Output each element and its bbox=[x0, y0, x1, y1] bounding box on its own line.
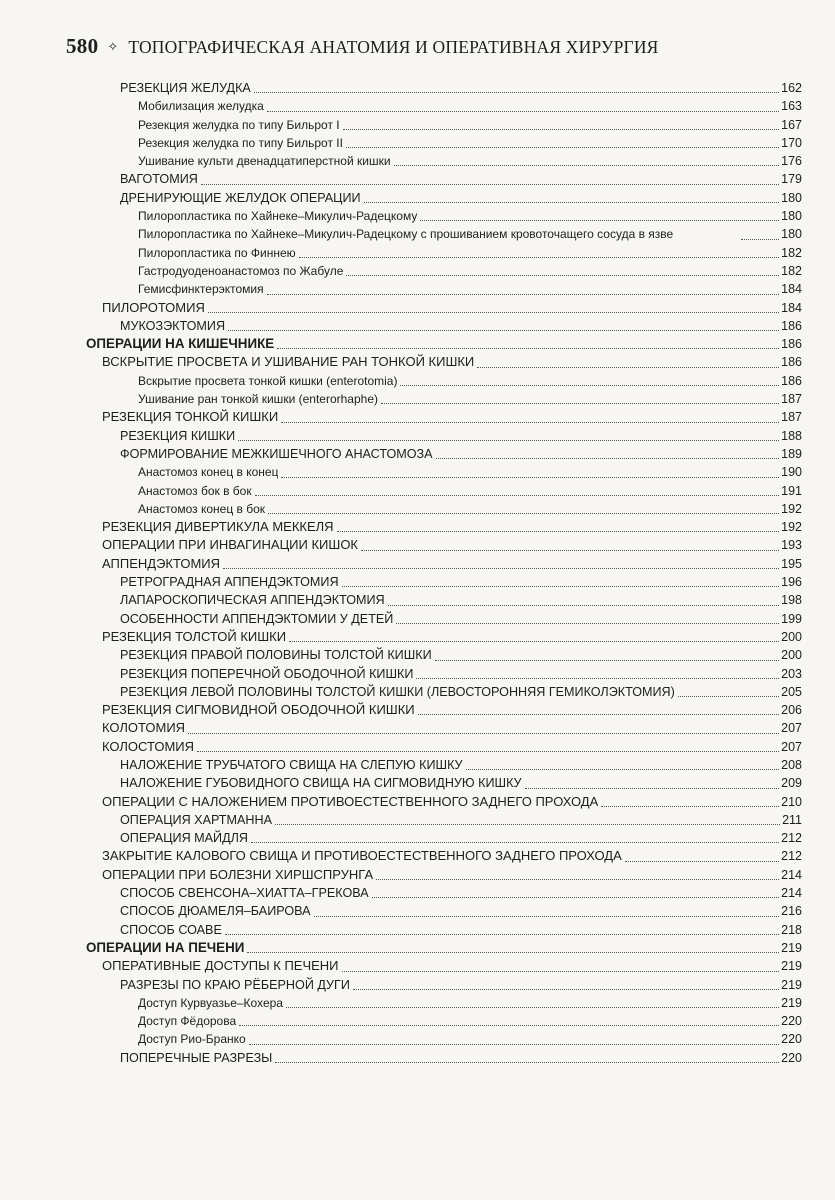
toc-entry-page: 220 bbox=[781, 1050, 802, 1065]
toc-entry[interactable] bbox=[86, 500, 802, 518]
toc-entry[interactable] bbox=[86, 225, 802, 243]
dot-leader bbox=[361, 550, 779, 551]
toc-entry-page: 207 bbox=[781, 721, 802, 736]
toc-entry[interactable] bbox=[86, 390, 802, 408]
toc-entry-page: 176 bbox=[781, 154, 802, 169]
toc-entry[interactable] bbox=[86, 445, 802, 463]
toc-entry[interactable] bbox=[86, 793, 802, 811]
running-title: ТОПОГРАФИЧЕСКАЯ АНАТОМИЯ И ОПЕРАТИВНАЯ ХИРУРГИЯ bbox=[128, 37, 659, 57]
toc-entry-title: Доступ Рио-Бранко bbox=[138, 1032, 246, 1047]
toc-entry-page: 206 bbox=[781, 703, 802, 718]
toc-entry-page: 184 bbox=[781, 300, 802, 315]
toc-entry-title: ОПЕРАЦИИ ПРИ ИНВАГИНАЦИИ КИШОК bbox=[102, 537, 359, 553]
toc-entry-title: ОПЕРАЦИИ С НАЛОЖЕНИЕМ ПРОТИВОЕСТЕСТВЕННОГО ЗАДНЕГО ПРОХОДА bbox=[102, 793, 599, 809]
toc-entry[interactable] bbox=[86, 134, 802, 152]
toc-entry-title: ОПЕРАЦИЯ МАЙДЛЯ bbox=[120, 831, 248, 846]
toc-entry-title: НАЛОЖЕНИЕ ГУБОВИДНОГО СВИЩА НА СИГМОВИДНУЮ КИШКУ bbox=[120, 776, 522, 791]
dot-leader bbox=[238, 440, 779, 441]
toc-entry-page: 188 bbox=[781, 428, 802, 443]
dot-leader bbox=[275, 824, 780, 825]
dot-leader bbox=[299, 257, 780, 258]
toc-entry-title: ВСКРЫТИЕ ПРОСВЕТА И УШИВАНИЕ РАН ТОНКОЙ КИШКИ bbox=[102, 354, 475, 370]
toc-entry[interactable] bbox=[86, 921, 802, 939]
toc-entry-title: РАЗРЕЗЫ ПО КРАЮ РЁБЕРНОЙ ДУГИ bbox=[120, 977, 350, 992]
toc-entry[interactable] bbox=[86, 1049, 802, 1067]
toc-entry-title: Доступ Фёдорова bbox=[138, 1014, 237, 1029]
toc-entry[interactable] bbox=[86, 976, 802, 994]
toc-entry[interactable] bbox=[86, 170, 802, 188]
toc-entry-page: 216 bbox=[781, 904, 802, 919]
toc-entry-page: 182 bbox=[781, 245, 802, 260]
toc-entry[interactable] bbox=[86, 591, 802, 609]
dot-leader bbox=[223, 568, 779, 569]
toc-entry[interactable] bbox=[86, 1030, 802, 1048]
toc-entry-title: Анастомоз бок в бок bbox=[138, 483, 252, 498]
toc-entry-title: Ушивание культи двенадцатиперстной кишки bbox=[138, 154, 391, 169]
dot-leader bbox=[337, 531, 780, 532]
toc-entry-title: Доступ Курвуазье–Кохера bbox=[138, 995, 283, 1010]
toc-entry[interactable] bbox=[86, 79, 802, 97]
dot-leader bbox=[247, 952, 779, 953]
toc-entry-page: 167 bbox=[781, 117, 802, 132]
toc-entry[interactable] bbox=[86, 628, 802, 646]
toc-entry-title: ОПЕРАЦИЯ ХАРТМАННА bbox=[120, 812, 272, 827]
toc-entry-title: Пилоропластика по Хайнеке–Микулич-Радецкому с прошиванием кровоточащего сосуда в язве bbox=[138, 227, 674, 242]
toc-entry[interactable] bbox=[86, 262, 802, 280]
toc-entry-page: 200 bbox=[781, 629, 802, 644]
toc-entry[interactable] bbox=[86, 353, 802, 371]
toc-entry[interactable] bbox=[86, 774, 802, 792]
toc-entry-title: СПОСОБ СВЕНСОНА–ХИАТТА–ГРЕКОВА bbox=[120, 886, 369, 901]
dot-leader bbox=[678, 696, 779, 697]
toc-entry-title: ДРЕНИРУЮЩИЕ ЖЕЛУДОК ОПЕРАЦИИ bbox=[120, 190, 361, 205]
toc-entry-title: РЕЗЕКЦИЯ СИГМОВИДНОЙ ОБОДОЧНОЙ КИШКИ bbox=[102, 702, 415, 718]
dot-leader bbox=[741, 239, 779, 240]
dot-leader bbox=[275, 1062, 779, 1063]
toc-entry-page: 220 bbox=[781, 1014, 802, 1029]
dot-leader bbox=[346, 147, 779, 148]
toc-entry-title: КОЛОТОМИЯ bbox=[102, 720, 186, 736]
dot-leader bbox=[396, 623, 779, 624]
toc-entry-page: 180 bbox=[781, 209, 802, 224]
toc-entry-title: Вскрытие просвета тонкой кишки (enterotomia) bbox=[138, 373, 398, 388]
dot-leader bbox=[277, 348, 779, 349]
dot-leader bbox=[418, 714, 780, 715]
dot-leader bbox=[376, 879, 779, 880]
toc-entry[interactable] bbox=[86, 1012, 802, 1030]
toc-entry-page: 214 bbox=[781, 867, 802, 882]
dot-leader bbox=[477, 367, 779, 368]
toc-entry-page: 182 bbox=[781, 263, 802, 278]
toc-entry-title: Ушивание ран тонкой кишки (enterorhaphe) bbox=[138, 392, 378, 407]
dot-leader bbox=[435, 660, 780, 661]
toc-entry-title: НАЛОЖЕНИЕ ТРУБЧАТОГО СВИЩА НА СЛЕПУЮ КИШКУ bbox=[120, 757, 463, 772]
dot-leader bbox=[466, 769, 780, 770]
toc-entry-title: Пилоропластика по Хайнеке–Микулич-Радецкому bbox=[138, 209, 418, 224]
toc-entry-page: 193 bbox=[781, 538, 802, 553]
toc-entry-page: 200 bbox=[781, 648, 802, 663]
dot-leader bbox=[381, 403, 779, 404]
toc-entry[interactable] bbox=[86, 335, 802, 353]
toc-entry-title: КОЛОСТОМИЯ bbox=[102, 738, 195, 754]
toc-entry-title: РЕЗЕКЦИЯ ТОНКОЙ КИШКИ bbox=[102, 409, 279, 425]
toc-entry-title: ОПЕРАЦИИ ПРИ БОЛЕЗНИ ХИРШСПРУНГА bbox=[102, 866, 374, 882]
dot-leader bbox=[208, 312, 779, 313]
dot-leader bbox=[372, 897, 779, 898]
toc-entry-title: ПИЛОРОТОМИЯ bbox=[102, 299, 205, 315]
toc-entry-title: ОСОБЕННОСТИ АППЕНДЭКТОМИИ У ДЕТЕЙ bbox=[120, 611, 394, 626]
toc-entry[interactable] bbox=[86, 573, 802, 591]
dot-leader bbox=[228, 330, 779, 331]
dot-leader bbox=[416, 678, 779, 679]
dot-leader bbox=[353, 989, 779, 990]
toc-entry-page: 186 bbox=[781, 355, 802, 370]
toc-entry-page: 211 bbox=[782, 812, 802, 827]
toc-entry-page: 189 bbox=[781, 446, 802, 461]
toc-entry[interactable] bbox=[86, 957, 802, 975]
toc-entry-title: ОПЕРАЦИИ НА КИШЕЧНИКЕ bbox=[86, 336, 275, 352]
dot-leader bbox=[388, 605, 780, 606]
toc-entry[interactable] bbox=[86, 756, 802, 774]
table-of-contents bbox=[86, 79, 802, 1067]
toc-entry-page: 208 bbox=[781, 757, 802, 772]
toc-entry-title: РЕЗЕКЦИЯ ПОПЕРЕЧНОЙ ОБОДОЧНОЙ КИШКИ bbox=[120, 666, 414, 681]
dot-leader bbox=[314, 916, 780, 917]
toc-entry-page: 219 bbox=[781, 959, 802, 974]
toc-entry-page: 192 bbox=[781, 520, 802, 535]
toc-entry-title: РЕЗЕКЦИЯ ДИВЕРТИКУЛА МЕККЕЛЯ bbox=[102, 519, 334, 535]
toc-entry[interactable] bbox=[86, 97, 802, 115]
dot-leader bbox=[601, 806, 779, 807]
toc-entry-title: СПОСОБ ДЮАМЕЛЯ–БАИРОВА bbox=[120, 904, 311, 919]
toc-entry-title: ОПЕРАЦИИ НА ПЕЧЕНИ bbox=[86, 939, 245, 955]
toc-entry-page: 196 bbox=[781, 575, 802, 590]
dot-leader bbox=[342, 586, 780, 587]
toc-entry-title: Мобилизация желудка bbox=[138, 99, 264, 114]
toc-entry-page: 198 bbox=[781, 593, 802, 608]
toc-entry-title: ФОРМИРОВАНИЕ МЕЖКИШЕЧНОГО АНАСТОМОЗА bbox=[120, 446, 433, 461]
page-number: 580 bbox=[66, 34, 99, 58]
toc-entry-page: 192 bbox=[781, 501, 802, 516]
toc-entry[interactable] bbox=[86, 866, 802, 884]
toc-entry-title: РЕЗЕКЦИЯ ЖЕЛУДКА bbox=[120, 81, 251, 95]
dot-leader bbox=[239, 1025, 779, 1026]
dot-leader bbox=[625, 861, 779, 862]
toc-entry-title: Резекция желудка по типу Бильрот I bbox=[138, 117, 340, 132]
toc-entry-page: 219 bbox=[781, 995, 802, 1010]
dot-leader bbox=[281, 477, 779, 478]
toc-entry[interactable] bbox=[86, 244, 802, 262]
toc-entry[interactable] bbox=[86, 116, 802, 134]
dot-leader bbox=[281, 422, 779, 423]
toc-entry-page: 199 bbox=[781, 611, 802, 626]
toc-entry-title: МУКОЗЭКТОМИЯ bbox=[120, 318, 226, 333]
dot-leader bbox=[251, 842, 779, 843]
toc-entry-page: 209 bbox=[781, 776, 802, 791]
toc-entry-title: ВАГОТОМИЯ bbox=[120, 172, 198, 187]
running-header bbox=[66, 34, 795, 59]
dot-leader bbox=[267, 111, 779, 112]
toc-entry-page: 187 bbox=[781, 392, 802, 407]
toc-entry-page: 187 bbox=[781, 410, 802, 425]
toc-entry-title: СПОСОБ СОАВЕ bbox=[120, 922, 222, 937]
toc-entry[interactable] bbox=[86, 719, 802, 737]
toc-entry-title: Пилоропластика по Финнею bbox=[138, 245, 296, 260]
toc-entry-page: 179 bbox=[781, 172, 802, 187]
toc-entry-page: 186 bbox=[781, 373, 802, 388]
toc-entry[interactable] bbox=[86, 317, 802, 335]
toc-entry[interactable] bbox=[86, 408, 802, 426]
toc-entry-page: 219 bbox=[781, 977, 802, 992]
dot-leader bbox=[201, 184, 779, 185]
dot-leader bbox=[286, 1007, 779, 1008]
toc-entry[interactable] bbox=[86, 152, 802, 170]
dot-leader bbox=[346, 275, 779, 276]
toc-entry[interactable] bbox=[86, 299, 802, 317]
toc-entry-page: 190 bbox=[781, 465, 802, 480]
toc-entry-page: 203 bbox=[781, 666, 802, 681]
toc-entry[interactable] bbox=[86, 683, 802, 701]
toc-entry[interactable] bbox=[86, 665, 802, 683]
toc-entry-title: ПОПЕРЕЧНЫЕ РАЗРЕЗЫ bbox=[120, 1050, 273, 1065]
toc-entry-title: Гемисфинктерэктомия bbox=[138, 282, 264, 297]
toc-entry[interactable] bbox=[86, 701, 802, 719]
dot-leader bbox=[525, 788, 780, 789]
toc-entry[interactable] bbox=[86, 994, 802, 1012]
dot-leader bbox=[255, 495, 780, 496]
toc-entry[interactable] bbox=[86, 555, 802, 573]
toc-entry-page: 184 bbox=[781, 282, 802, 297]
toc-entry[interactable] bbox=[86, 939, 802, 957]
toc-entry-title: ОПЕРАТИВНЫЕ ДОСТУПЫ К ПЕЧЕНИ bbox=[102, 958, 339, 974]
toc-entry[interactable] bbox=[86, 207, 802, 225]
dot-leader bbox=[289, 641, 779, 642]
toc-entry[interactable] bbox=[86, 280, 802, 298]
toc-entry[interactable] bbox=[86, 811, 802, 829]
dot-leader bbox=[420, 220, 779, 221]
dot-leader bbox=[400, 385, 779, 386]
toc-entry-title: Гастродуоденоанастомоз по Жабуле bbox=[138, 263, 344, 278]
toc-entry-title: ЗАКРЫТИЕ КАЛОВОГО СВИЩА И ПРОТИВОЕСТЕСТВЕННОГО ЗАДНЕГО ПРОХОДА bbox=[102, 848, 622, 864]
dot-leader bbox=[364, 202, 780, 203]
toc-entry-page: 212 bbox=[781, 849, 802, 864]
toc-entry-page: 212 bbox=[781, 831, 802, 846]
toc-entry-page: 180 bbox=[781, 190, 802, 205]
toc-entry-page: 163 bbox=[781, 99, 802, 114]
dot-leader bbox=[254, 92, 779, 93]
toc-entry-page: 170 bbox=[781, 135, 802, 150]
toc-entry-title: РЕЗЕКЦИЯ ЛЕВОЙ ПОЛОВИНЫ ТОЛСТОЙ КИШКИ (ЛЕВОСТОРОННЯЯ ГЕМИКОЛЭКТОМИЯ) bbox=[120, 684, 675, 699]
dot-leader bbox=[188, 733, 779, 734]
toc-entry-title: РЕЗЕКЦИЯ ПРАВОЙ ПОЛОВИНЫ ТОЛСТОЙ КИШКИ bbox=[120, 648, 432, 663]
dot-leader bbox=[267, 294, 780, 295]
toc-entry[interactable] bbox=[86, 482, 802, 500]
dot-leader bbox=[249, 1044, 779, 1045]
toc-entry[interactable] bbox=[86, 518, 802, 536]
toc-entry[interactable] bbox=[86, 829, 802, 847]
toc-entry-page: 195 bbox=[781, 556, 802, 571]
toc-entry-title: АППЕНДЭКТОМИЯ bbox=[102, 555, 221, 571]
toc-entry-title: РЕЗЕКЦИЯ ТОЛСТОЙ КИШКИ bbox=[102, 628, 287, 644]
toc-entry-title: РЕТРОГРАДНАЯ АППЕНДЭКТОМИЯ bbox=[120, 575, 339, 590]
toc-entry-title: Анастомоз конец в бок bbox=[138, 501, 266, 516]
toc-entry[interactable] bbox=[86, 372, 802, 390]
toc-entry-title: Анастомоз конец в конец bbox=[138, 465, 279, 480]
toc-entry-page: 218 bbox=[781, 922, 802, 937]
toc-entry[interactable] bbox=[86, 884, 802, 902]
toc-entry-page: 219 bbox=[781, 940, 802, 955]
toc-entry-page: 207 bbox=[781, 739, 802, 754]
toc-entry-page: 210 bbox=[781, 794, 802, 809]
dot-leader bbox=[436, 458, 780, 459]
toc-entry[interactable] bbox=[86, 738, 802, 756]
toc-entry[interactable] bbox=[86, 427, 802, 445]
toc-entry-page: 191 bbox=[781, 483, 802, 498]
separator-diamond-icon: ✧ bbox=[107, 39, 119, 54]
toc-entry-page: 205 bbox=[781, 684, 802, 699]
toc-entry[interactable] bbox=[86, 189, 802, 207]
dot-leader bbox=[268, 513, 779, 514]
toc-entry-page: 180 bbox=[781, 227, 802, 242]
toc-entry-page: 162 bbox=[781, 81, 802, 95]
dot-leader bbox=[225, 934, 779, 935]
toc-entry-page: 220 bbox=[781, 1032, 802, 1047]
toc-entry[interactable] bbox=[86, 463, 802, 481]
toc-entry-page: 214 bbox=[781, 886, 802, 901]
toc-entry-page: 186 bbox=[781, 337, 802, 352]
dot-leader bbox=[342, 971, 780, 972]
toc-entry[interactable] bbox=[86, 536, 802, 554]
toc-entry[interactable] bbox=[86, 847, 802, 865]
toc-entry-title: ЛАПАРОСКОПИЧЕСКАЯ АППЕНДЭКТОМИЯ bbox=[120, 593, 385, 608]
toc-entry-title: РЕЗЕКЦИЯ КИШКИ bbox=[120, 428, 236, 443]
dot-leader bbox=[197, 751, 779, 752]
toc-entry[interactable] bbox=[86, 646, 802, 664]
toc-entry-page: 186 bbox=[781, 318, 802, 333]
dot-leader bbox=[394, 165, 780, 166]
toc-entry[interactable] bbox=[86, 902, 802, 920]
toc-entry[interactable] bbox=[86, 610, 802, 628]
toc-entry-title: Резекция желудка по типу Бильрот II bbox=[138, 135, 343, 150]
dot-leader bbox=[343, 129, 780, 130]
